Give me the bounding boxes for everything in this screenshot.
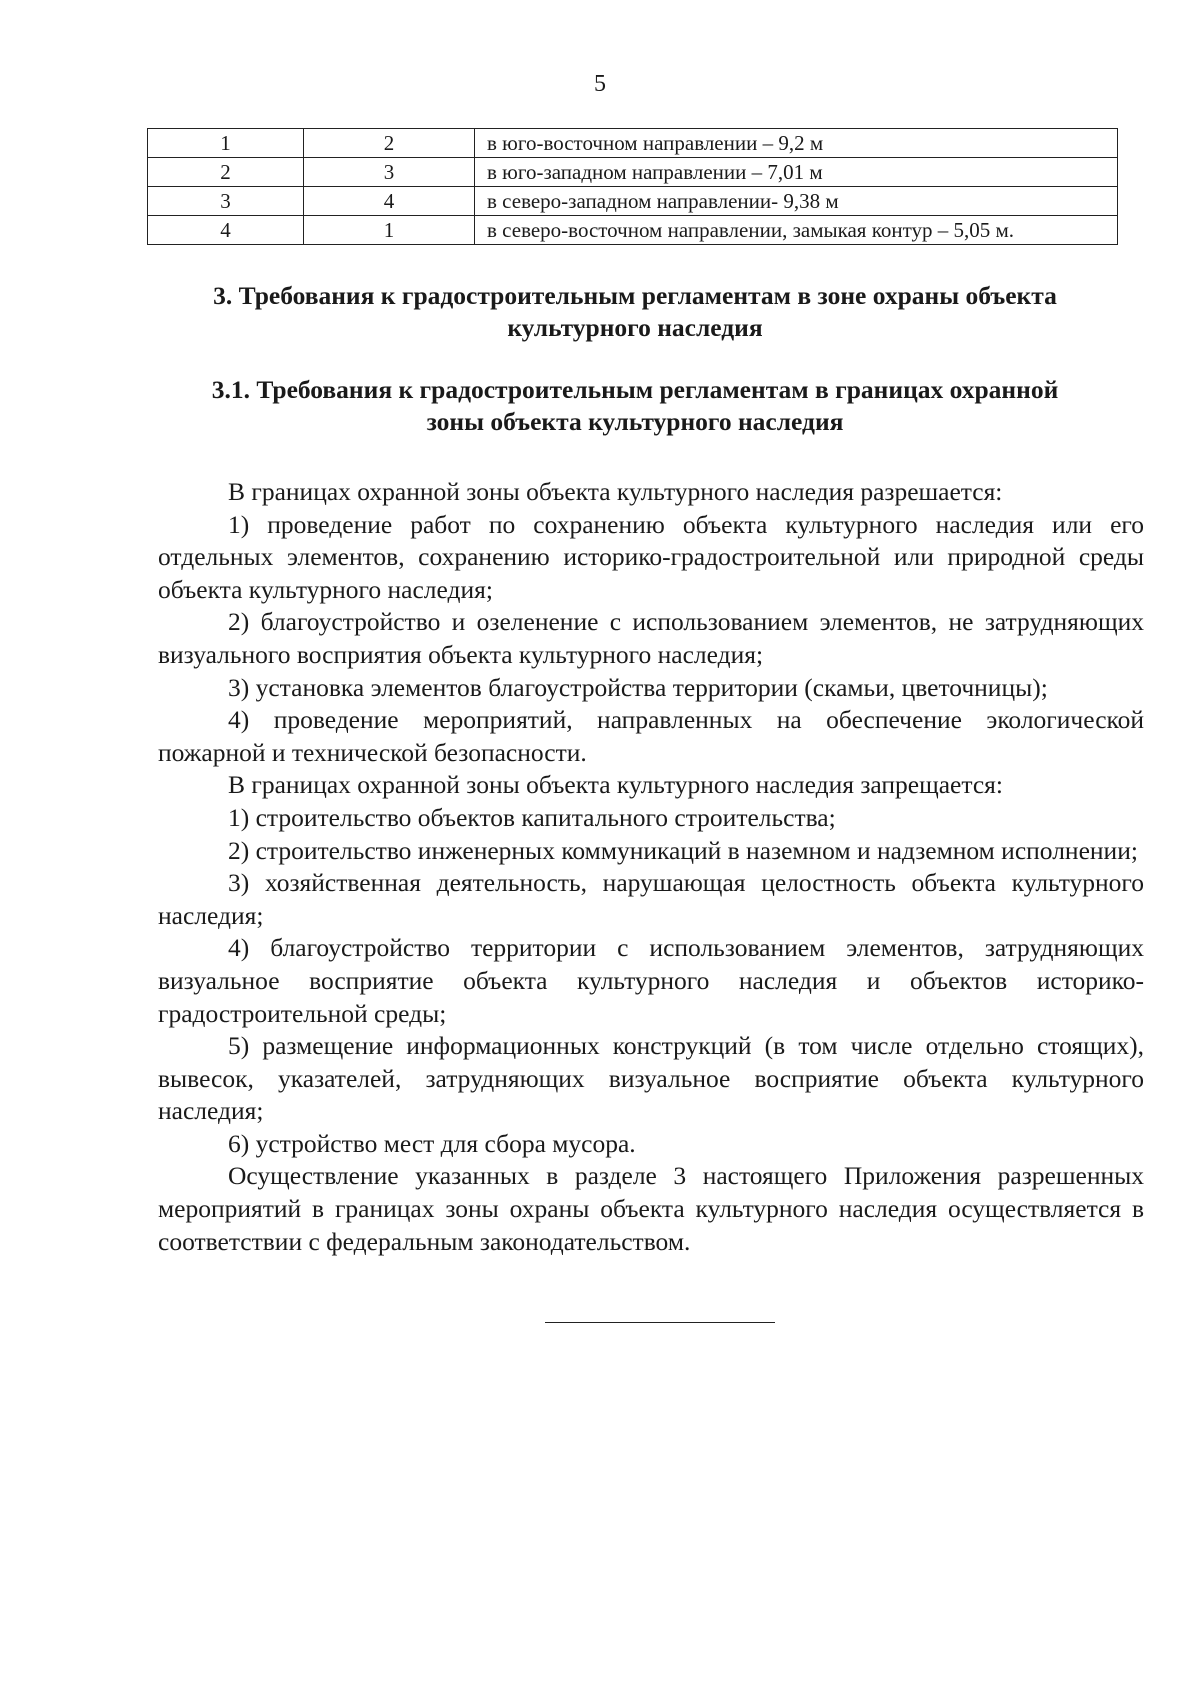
section-3-heading	[150, 280, 1120, 344]
prohibited-item-2: 2) строительство инженерных коммуникаций в наземном и надземном исполнении;	[228, 835, 1138, 865]
direction-cell: в юго-западном направлении – 7,01 м	[475, 158, 1118, 187]
permitted-item-2: 2) благоустройство и озеленение с использованием элементов, не затрудняющих визуального восприятия объекта культурного наследия;	[158, 607, 1144, 669]
direction-cell: в юго-восточном направлении – 9,2 м	[475, 129, 1118, 158]
prohibited-item-3: 3) хозяйственная деятельность, нарушающая целостность объекта культурного наследия;	[158, 868, 1144, 930]
boundary-table	[147, 128, 1118, 245]
permitted-item-3: 3) установка элементов благоустройства территории (скамьи, цветочницы);	[228, 672, 1048, 702]
table-row	[148, 158, 1118, 187]
table-row	[148, 216, 1118, 245]
point-from-cell: 3	[148, 187, 304, 216]
body-text	[158, 476, 1144, 1258]
point-from-cell: 2	[148, 158, 304, 187]
section-3-heading-line2: культурного наследия	[507, 313, 763, 342]
point-from-cell: 4	[148, 216, 304, 245]
permitted-item-1: 1) проведение работ по сохранению объекта культурного наследия или его отдельных элементов, сохранению историко-градостроительной или природной среды объекта культурного наследия;	[158, 509, 1144, 604]
section-3-1-heading-line2: зоны объекта культурного наследия	[426, 407, 844, 436]
table-row	[148, 129, 1118, 158]
prohibited-item-4: 4) благоустройство территории с использованием элементов, затрудняющих визуальное восприятие объекта культурного наследия и объектов историко-градостроительной среды;	[158, 933, 1144, 1028]
point-from-cell: 1	[148, 129, 304, 158]
permitted-item-4: 4) проведение мероприятий, направленных на обеспечение экологической пожарной и технической безопасности.	[158, 705, 1144, 767]
prohibited-item-6: 6) устройство мест для сбора мусора.	[228, 1128, 636, 1158]
section-3-1-heading-line1: 3.1. Требования к градостроительным регламентам в границах охранной	[211, 375, 1059, 404]
point-to-cell: 4	[304, 187, 475, 216]
prohibited-intro-paragraph: В границах охранной зоны объекта культурного наследия запрещается:	[228, 770, 1003, 800]
point-to-cell: 3	[304, 158, 475, 187]
section-3-1-heading	[150, 374, 1120, 438]
point-to-cell: 1	[304, 216, 475, 245]
prohibited-item-5: 5) размещение информационных конструкций (в том числе отдельно стоящих), вывесок, указателей, затрудняющих визуальное восприятие объекта культурного наследия;	[158, 1031, 1144, 1126]
page-number: 5	[594, 71, 606, 97]
end-divider	[545, 1322, 775, 1323]
prohibited-item-1: 1) строительство объектов капитального строительства;	[228, 802, 836, 832]
direction-cell: в северо-западном направлении- 9,38 м	[475, 187, 1118, 216]
table-row	[148, 187, 1118, 216]
permitted-intro-paragraph: В границах охранной зоны объекта культурного наследия разрешается:	[228, 477, 1003, 506]
point-to-cell: 2	[304, 129, 475, 158]
direction-cell: в северо-восточном направлении, замыкая контур – 5,05 м.	[475, 216, 1118, 245]
closing-paragraph: Осуществление указанных в разделе 3 настоящего Приложения разрешенных мероприятий в границах зоны охраны объекта культурного наследия осуществляется в соответствии с федеральным законодательством.	[158, 1161, 1144, 1256]
section-3-heading-line1: 3. Требования к градостроительным регламентам в зоне охраны объекта	[213, 281, 1057, 310]
